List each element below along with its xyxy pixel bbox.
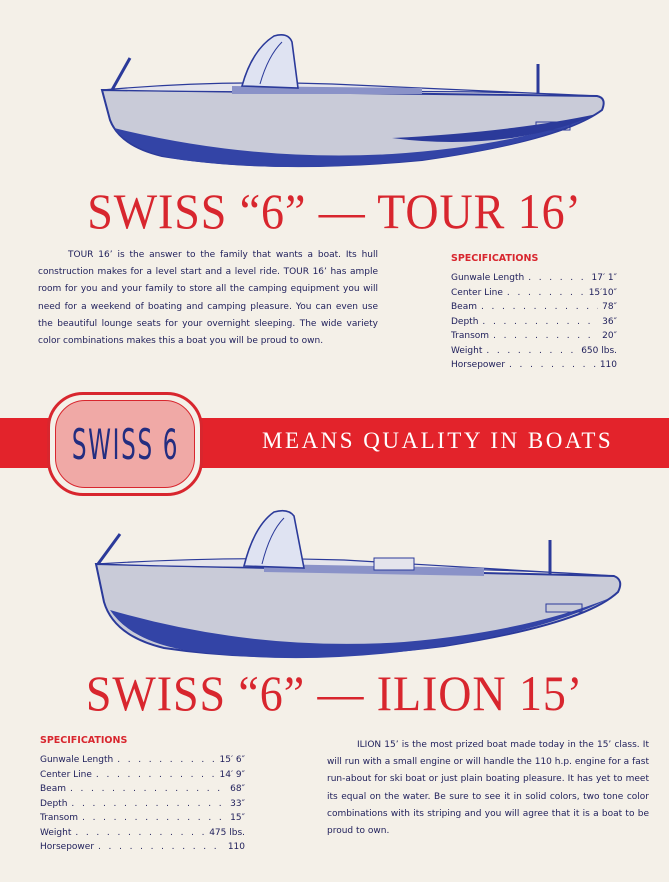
- spec-row: Horsepower . . . 110: [451, 360, 617, 375]
- spec-row: Center Line . . . 15′10″: [451, 288, 617, 303]
- spec-row: Center Line . . . 14′ 9″: [40, 770, 245, 785]
- spec-row: Depth . . . 36″: [451, 317, 617, 332]
- ilion-15-description: ILION 15’ is the most prized boat made today in the 15’ class. It will run with a small engine or will handle the 110 h.p. engine for a fast run-about for ski boat or just plain boating pleasure. It has yet to meet its equal on the water. Be sure to see it in solid colors, two tone color combinations with its striping and you will agree that it is a boat to be proud to own.: [327, 740, 649, 837]
- spec-row: Weight . . . 475 lbs.: [40, 828, 245, 843]
- badge-text: SWISS 6: [71, 419, 179, 469]
- ilion-15-specs-title: SPECIFICATIONS: [40, 735, 128, 746]
- spec-row: Beam . . . 78″: [451, 302, 617, 317]
- quality-tagline: MEANS QUALITY IN BOATS: [262, 428, 614, 453]
- swiss-6-badge: [47, 392, 203, 496]
- spec-row: Horsepower . . . 110: [40, 842, 245, 857]
- tour-16-boat-image: [92, 28, 612, 178]
- spec-row: Transom . . . 20″: [451, 331, 617, 346]
- badge-inner: [55, 400, 195, 488]
- tour-16-description: TOUR 16’ is the answer to the family that wants a boat. Its hull construction makes for a level start and a level ride. TOUR 16’ has ample room for you and your family to store all the camping equipment you will need for a weekend of boating and camping pleasure. You can even use the beautiful lounge seats for your overnight sleeping. The wide variety color combinations makes this a boat you will be proud to own.: [38, 250, 378, 347]
- ilion-15-boat-image: [84, 506, 624, 676]
- tour-16-specs-title: SPECIFICATIONS: [451, 253, 539, 264]
- spec-row: Gunwale Length . . . 17′ 1″: [451, 273, 617, 288]
- spec-row: Transom . . . 15″: [40, 813, 245, 828]
- ilion-15-specs-list: [40, 755, 245, 857]
- tour-16-title: SWISS “6” — TOUR 16’: [87, 183, 582, 239]
- spec-row: Weight . . . 650 lbs.: [451, 346, 617, 361]
- tour-16-specs-list: [451, 273, 617, 375]
- spec-row: Beam . . . 68″: [40, 784, 245, 799]
- spec-row: Depth . . . 33″: [40, 799, 245, 814]
- ilion-15-title: SWISS “6” — ILION 15’: [85, 665, 584, 721]
- spec-row: Gunwale Length . . . 15′ 6″: [40, 755, 245, 770]
